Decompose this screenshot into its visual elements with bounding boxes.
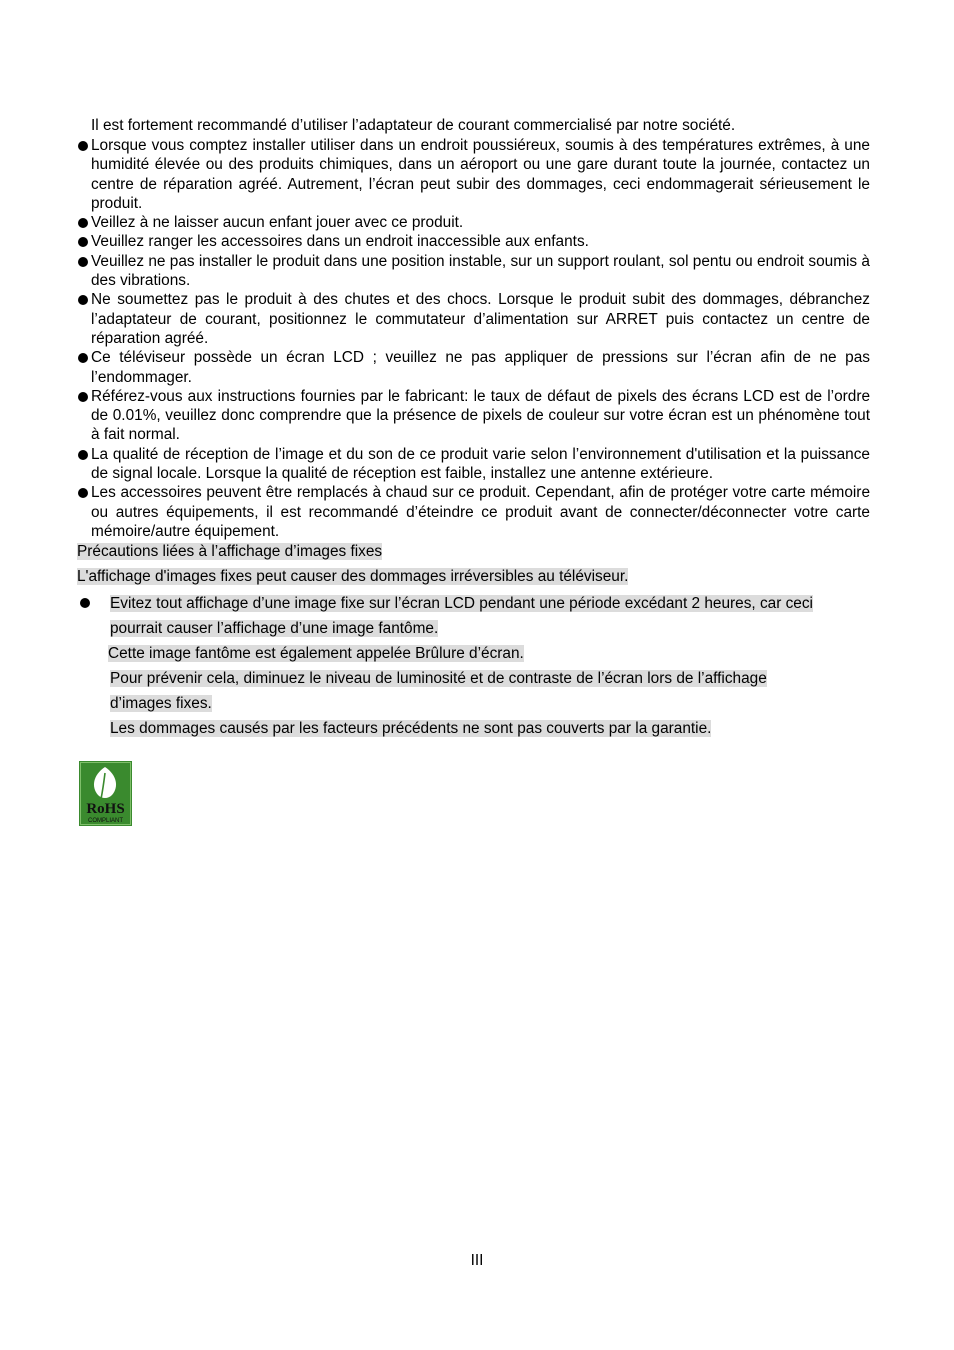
bullet-dot-icon (78, 218, 88, 228)
list-item (77, 445, 870, 484)
burn-in-note: Cette image fantôme est également appelée Brûlure d’écran. (108, 645, 524, 662)
rohs-compliant-logo-icon (79, 761, 132, 826)
fixed-bullet-line-1: Evitez tout affichage d’une image fixe sur l’écran LCD pendant une période excédant 2 heures, car ceci (110, 595, 813, 612)
bullet-dot-icon (78, 450, 88, 460)
list-item (77, 136, 870, 213)
page-number: III (470, 1252, 484, 1269)
bullet-dot-icon (78, 257, 88, 267)
fixed-images-warning: L'affichage d'images fixes peut causer des dommages irréversibles au téléviseur. (77, 568, 629, 585)
list-item (77, 213, 870, 232)
fixed-bullet-line-2: pourrait causer l’affichage d’une image fantôme. (110, 620, 439, 637)
bullet-dot-icon (78, 295, 88, 305)
bullet-dot-icon (78, 392, 88, 402)
fixed-images-bullet (77, 591, 870, 641)
list-item-text: Ce téléviseur possède un écran LCD ; veuillez ne pas appliquer de pressions sur l’écran afin de ne pas l’endommager. (91, 349, 870, 386)
intro-line: Il est fortement recommandé d’utiliser l’adaptateur de courant commercialisé par notre société. (91, 117, 736, 134)
list-item-text: Lorsque vous comptez installer utiliser dans un endroit poussiéreux, soumis à des températures extrêmes, à une humidité élevée ou des produits chimiques, dans un aéroport ou une gare durant toute la journée, contactez un centre de réparation agréé. Autrement, l’écran peut subir des dommages, ceci endommagerait sérieusement le produit. (91, 137, 870, 212)
list-item (77, 483, 870, 541)
list-item (77, 387, 870, 445)
fixed-images-block (77, 591, 870, 741)
list-item (77, 290, 870, 348)
bullet-dot-icon (80, 598, 90, 608)
precautions-list (77, 136, 870, 541)
svg-text:RoHS: RoHS (86, 801, 125, 817)
prevent-note (77, 666, 870, 716)
list-item-text: Référez-vous aux instructions fournies par le fabricant: le taux de défaut de pixels des écrans LCD est de l’ordre de 0.01%, veuillez donc comprendre que la présence de pixels de couleur sur votre écran est un phénomène tout à fait normal. (91, 387, 870, 444)
list-item (77, 348, 870, 387)
svg-text:COMPLIANT: COMPLIANT (87, 818, 124, 824)
warranty-note: Les dommages causés par les facteurs précédents ne sont pas couverts par la garantie. (110, 720, 712, 737)
list-item (77, 232, 870, 251)
list-item-text: Veuillez ne pas installer le produit dans une position instable, sur un support roulant, sol pentu ou endroit soumis à des vibrations. (91, 252, 870, 290)
list-item (77, 252, 870, 291)
list-item-text: Veillez à ne laisser aucun enfant jouer avec ce produit. (91, 214, 464, 232)
bullet-dot-icon (78, 488, 88, 498)
section-title-fixed-images: Précautions liées à l’affichage d’images fixes (77, 543, 383, 560)
prevent-line-2: d’images fixes. (110, 695, 212, 712)
list-item-text: Veuillez ranger les accessoires dans un endroit inaccessible aux enfants. (91, 233, 589, 251)
prevent-line-1: Pour prévenir cela, diminuez le niveau de luminosité et de contraste de l’écran lors de l’affichage (110, 670, 767, 687)
bullet-dot-icon (78, 353, 88, 363)
list-item-text: Les accessoires peuvent être remplacés à chaud sur ce produit. Cependant, afin de protéger votre carte mémoire ou autres équipements, il est recommandé d’éteindre ce produit avant de connecter/déconnecter votre carte mémoire/autre équipement. (91, 484, 870, 540)
list-item-text: Ne soumettez pas le produit à des chutes et des chocs. Lorsque le produit subit des dommages, débranchez l’adaptateur de courant, positionnez le commutateur d’alimentation sur ARRET puis contactez un centre de réparation agréé. (91, 291, 870, 347)
list-item-text: La qualité de réception de l’image et du son de ce produit varie selon l’environnement d'utilisation et la puissance de signal locale. Lorsque la qualité de réception est faible, installez une antenne extérieure. (91, 445, 870, 483)
bullet-dot-icon (78, 237, 88, 247)
bullet-dot-icon (78, 141, 88, 151)
